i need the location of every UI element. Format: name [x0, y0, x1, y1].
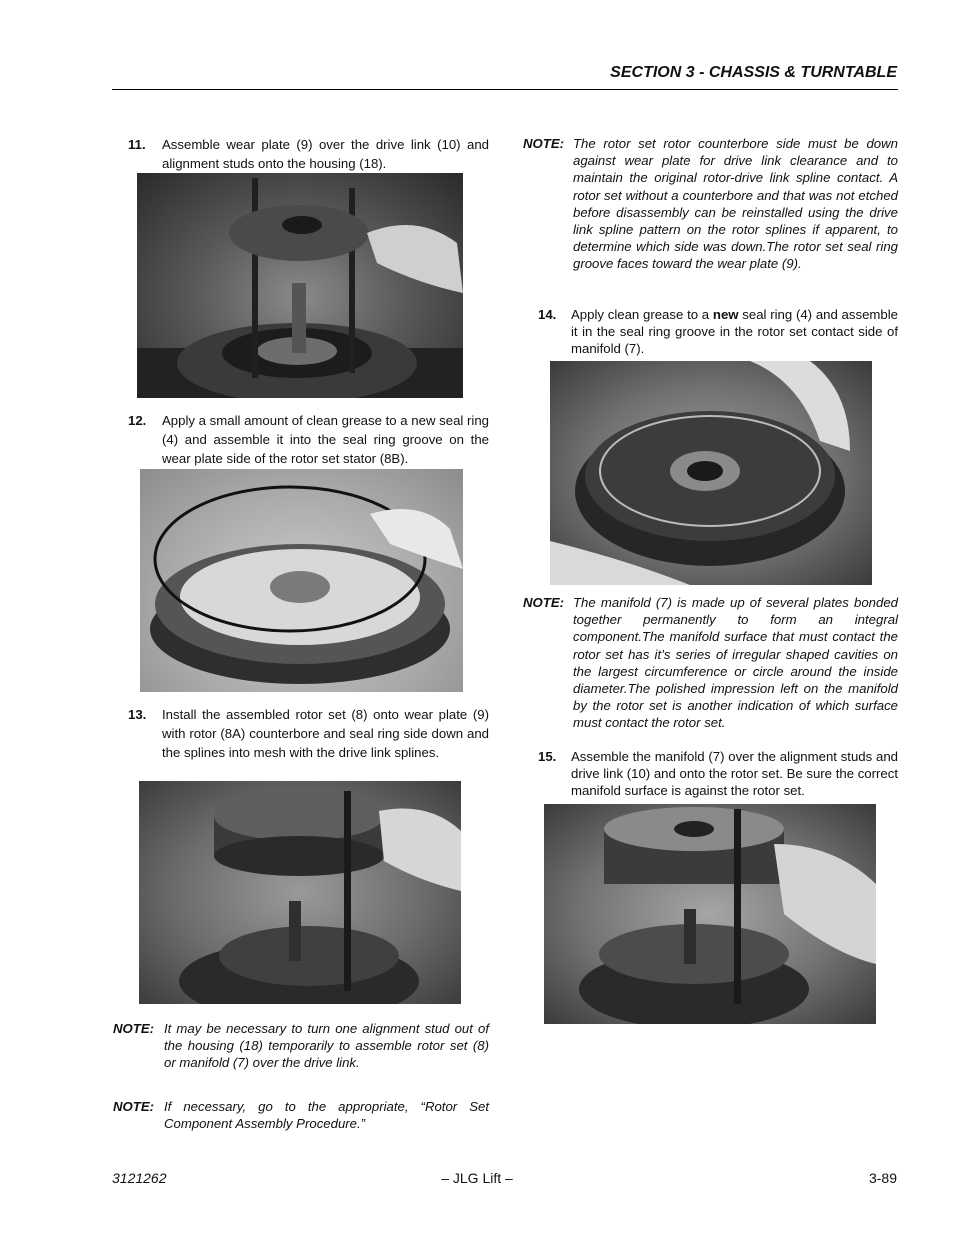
step-number: 13. — [128, 707, 147, 722]
step-number: 11. — [128, 137, 146, 152]
note-rotor-set-procedure — [113, 1098, 489, 1132]
note-label: NOTE: — [113, 1099, 155, 1114]
step-15 — [538, 748, 898, 800]
header-rule — [112, 89, 898, 90]
note-text: If necessary, go to the appropriate, “Rotor Set Component Assembly Procedure.” — [164, 1099, 489, 1132]
section-title: SECTION 3 - CHASSIS & TURNTABLE — [610, 64, 897, 81]
note-text: The manifold (7) is made up of several plates bonded together permanently to form an integral component.The manifold surface that must contact the rotor set has it’s series of irregular shaped cavities on the largest circumference or circle around the inside diameter.The polished impression left on the manifold by the rotor set is another indication of which surface must contact the rotor set. — [573, 595, 898, 731]
step-number: 15. — [538, 749, 557, 764]
note-label: NOTE: — [523, 136, 565, 151]
photo-manifold-install — [544, 804, 876, 1024]
step-number: 12. — [128, 413, 147, 428]
note-alignment-stud — [113, 1020, 489, 1072]
step-11 — [128, 135, 489, 173]
note-text: The rotor set rotor counterbore side must be down against wear plate for drive link clearance and to maintain the original rotor-drive link spline contact. A rotor set without a counterbore and that was not etched before disassembly can be reinstalled using the drive link spline pattern on the rotor splines if apparent, to determine which side was down.The rotor set seal ring groove faces toward the wear plate (9). — [573, 136, 898, 272]
photo-manifold-seal-ring — [550, 361, 872, 585]
document-number: 3121262 — [112, 1170, 167, 1186]
step-text: Apply a small amount of clean grease to a new seal ring (4) and assemble it into the seal ring groove on the wear plate side of the rotor set stator (8B). — [162, 413, 489, 466]
step-text: Assemble wear plate (9) over the drive link (10) and alignment studs onto the housing (18). — [162, 137, 489, 171]
note-label: NOTE: — [113, 1021, 155, 1036]
step-number: 14. — [538, 307, 557, 322]
emphasis-new: new — [712, 307, 739, 322]
step-text: Apply clean grease to a new seal ring (4) and assemble it in the seal ring groove in the rotor set contact side of manifold (7). — [571, 307, 898, 357]
photo-wear-plate-assembly — [137, 173, 463, 398]
step-13 — [128, 705, 489, 762]
note-label: NOTE: — [523, 595, 565, 610]
photo-rotor-set-install — [139, 781, 461, 1004]
note-counterbore — [523, 135, 898, 273]
page-number: 3-89 — [868, 1170, 897, 1186]
note-manifold — [523, 594, 898, 732]
step-text: Install the assembled rotor set (8) onto wear plate (9) with rotor (8A) counterbore and seal ring side down and the splines into mesh with the drive link splines. — [162, 707, 489, 760]
footer-brand: – JLG Lift – — [441, 1170, 513, 1186]
step-14 — [538, 306, 898, 358]
step-text: Assemble the manifold (7) over the alignment studs and drive link (10) and onto the rotor set. Be sure the correct manifold surface is against the rotor set. — [571, 749, 898, 799]
note-text: It may be necessary to turn one alignment stud out of the housing (18) temporarily to assemble rotor set (8) or manifold (7) over the drive link. — [164, 1021, 489, 1071]
photo-seal-ring-stator — [140, 469, 463, 692]
step-12 — [128, 411, 489, 468]
